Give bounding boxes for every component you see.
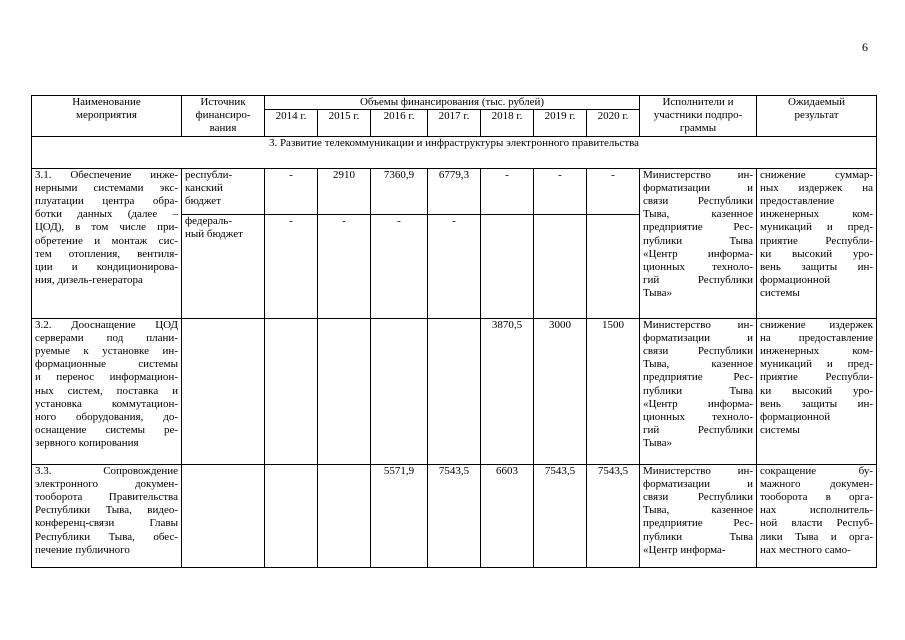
header-source-line: вания	[209, 122, 237, 135]
executors-line: публики Тыва	[643, 384, 754, 397]
funding-value: 1500	[587, 318, 640, 464]
header-source	[182, 96, 265, 137]
funding-value: 5571,9	[371, 464, 428, 567]
funding-value	[371, 318, 428, 464]
executors-line: Тыва, казенное	[643, 504, 754, 517]
funding-value: -	[587, 168, 640, 214]
expected-result-line: муникаций и пред-	[760, 221, 874, 234]
executors-line: связи Республики	[643, 345, 754, 358]
activity-name-line: тооборота Правительства	[35, 491, 178, 504]
expected-result-line: снижение издержек	[760, 318, 874, 331]
table-body	[32, 168, 877, 567]
expected-result-line: сокращение бу-	[760, 464, 874, 477]
executors-line: форматизации и	[643, 181, 754, 194]
header-year: 2016 г.	[371, 110, 428, 136]
executors-line: Тыва, казенное	[643, 208, 754, 221]
expected-result	[757, 318, 877, 464]
activity-name-line: руемые к установке ин-	[35, 345, 178, 358]
header-year: 2015 г.	[318, 110, 371, 136]
activity-name	[32, 464, 182, 567]
funding-source-line: ный бюджет	[185, 227, 243, 240]
section-title: 3. Развитие телекоммуникации и инфраструктуры электронного правительства	[32, 136, 877, 168]
funding-value: -	[265, 214, 318, 318]
table-header	[32, 96, 877, 137]
header-year: 2020 г.	[587, 110, 640, 136]
executors-line: ционных техноло-	[643, 411, 754, 424]
header-year: 2019 г.	[534, 110, 587, 136]
expected-result-line: вень защиты ин-	[760, 261, 874, 274]
activity-name-line: 3.2. Дооснащение ЦОД	[35, 318, 178, 331]
header-name	[32, 96, 182, 137]
executors-line: Тыва»	[643, 437, 673, 450]
executors-line: связи Республики	[643, 195, 754, 208]
activity-name-line: плуатации центра обра-	[35, 195, 178, 208]
header-result-line: Ожидаемый	[788, 96, 846, 108]
funding-value: 7543,5	[534, 464, 587, 567]
expected-result-line: ных издержек на	[760, 181, 874, 194]
funding-value	[481, 214, 534, 318]
funding-value: -	[371, 214, 428, 318]
expected-result-line: лики Тыва и орга-	[760, 530, 874, 543]
activity-name-line: зервного копирования	[35, 437, 139, 450]
expected-result-line: приятие Республи-	[760, 371, 874, 384]
expected-result-line: ки высокий уро-	[760, 247, 874, 260]
funding-value: 3870,5	[481, 318, 534, 464]
expected-result	[757, 168, 877, 318]
funding-value: -	[534, 168, 587, 214]
activity-name-line: ния, дизель-генератора	[35, 274, 143, 287]
expected-result-line: мажного докумен-	[760, 477, 874, 490]
funding-value	[318, 464, 371, 567]
activity-name-line: Республики Тыва, обес-	[35, 530, 178, 543]
header-executors-line: граммы	[679, 122, 717, 135]
expected-result-line: приятие Республи-	[760, 234, 874, 247]
funding-value	[318, 318, 371, 464]
funding-value	[428, 318, 481, 464]
funding-source	[182, 464, 265, 567]
header-source-line: Источник	[200, 96, 246, 108]
executors-line: гий Республики	[643, 274, 754, 287]
funding-value	[265, 464, 318, 567]
expected-result-line: нах местного само-	[760, 543, 851, 556]
expected-result-line: муникаций и пред-	[760, 358, 874, 371]
activity-name-line: ботки данных (далее –	[35, 208, 178, 221]
activity-name-line: установка коммутацион-	[35, 397, 178, 410]
funding-source-line: бюджет	[185, 195, 221, 208]
financing-table	[31, 95, 877, 568]
header-executors	[640, 96, 757, 137]
expected-result-line: системы	[760, 287, 800, 300]
activity-name-line: и перенос информацион-	[35, 371, 178, 384]
expected-result-line: вень защиты ин-	[760, 397, 874, 410]
expected-result-line: ки высокий уро-	[760, 384, 874, 397]
expected-result-line: системы	[760, 424, 800, 437]
executors	[640, 168, 757, 318]
funding-value: -	[481, 168, 534, 214]
header-executors-line: участники подпро-	[653, 109, 743, 122]
executors-line: предприятие Рес-	[643, 371, 754, 384]
funding-source-line: федераль-	[185, 214, 232, 227]
funding-source	[182, 168, 265, 214]
executors-line: ционных техноло-	[643, 261, 754, 274]
header-year: 2014 г.	[265, 110, 318, 136]
activity-name	[32, 318, 182, 464]
header-name-line: Наименование	[72, 96, 141, 108]
activity-name-line: печение публичного	[35, 543, 130, 556]
header-executors-line: Исполнители и	[662, 96, 734, 108]
executors-line: «Центр информа-	[643, 543, 726, 556]
executors-line: Министерство ин-	[643, 464, 754, 477]
header-name-line: мероприятия	[76, 109, 137, 122]
activity-name-line: серверами под плани-	[35, 331, 178, 344]
activity-name	[32, 168, 182, 318]
expected-result-line: на предоставление	[760, 331, 874, 344]
executors-line: предприятие Рес-	[643, 517, 754, 530]
activity-name-line: ных систем, поставка и	[35, 384, 178, 397]
funding-value: 6603	[481, 464, 534, 567]
funding-source	[182, 214, 265, 318]
activity-name-line: конференц-связи Главы	[35, 517, 178, 530]
activity-name-line: 3.1. Обеспечение инже-	[35, 168, 178, 181]
funding-value: 6779,3	[428, 168, 481, 214]
header-year: 2017 г.	[428, 110, 481, 136]
executors-line: Тыва»	[643, 287, 673, 300]
header-result	[757, 96, 877, 137]
expected-result-line: нах исполнитель-	[760, 504, 874, 517]
activity-name-line: нерными системами экс-	[35, 181, 178, 194]
expected-result-line: предоставление	[760, 195, 835, 208]
expected-result-line: формационной	[760, 411, 831, 424]
activity-name-line: оснащение системы ре-	[35, 424, 178, 437]
table-row	[32, 168, 877, 214]
expected-result-line: инженерных ком-	[760, 208, 874, 221]
expected-result-line: снижение суммар-	[760, 168, 874, 181]
activity-name-line: ного оборудования, до-	[35, 411, 178, 424]
executors-line: «Центр информа-	[643, 247, 754, 260]
executors-line: связи Республики	[643, 491, 754, 504]
executors-line: Тыва, казенное	[643, 358, 754, 371]
executors-line: «Центр информа-	[643, 397, 754, 410]
funding-value: -	[265, 168, 318, 214]
expected-result-line: тооборота в орга-	[760, 491, 874, 504]
funding-source	[182, 318, 265, 464]
executors-line: Министерство ин-	[643, 168, 754, 181]
executors-line: Министерство ин-	[643, 318, 754, 331]
table-row	[32, 464, 877, 567]
funding-value	[534, 214, 587, 318]
executors-line: гий Республики	[643, 424, 754, 437]
funding-value	[265, 318, 318, 464]
expected-result-line: ной власти Респуб-	[760, 517, 874, 530]
funding-value: -	[318, 214, 371, 318]
funding-value: 7543,5	[587, 464, 640, 567]
funding-source-line: канский	[185, 181, 223, 194]
executors-line: форматизации и	[643, 331, 754, 344]
header-volumes: Объемы финансирования (тыс. рублей)	[265, 96, 640, 110]
activity-name-line: ЦОД), в том числе при-	[35, 221, 178, 234]
executors-line: публики Тыва	[643, 530, 754, 543]
header-source-line: финансиро-	[195, 109, 251, 122]
expected-result-line: формационной	[760, 274, 831, 287]
activity-name-line: обретение и монтаж сис-	[35, 234, 178, 247]
activity-name-line: электронного докумен-	[35, 477, 178, 490]
funding-value: 7360,9	[371, 168, 428, 214]
header-result-line: результат	[794, 109, 839, 122]
executors-line: форматизации и	[643, 477, 754, 490]
activity-name-line: тем отопления, вентиля-	[35, 247, 178, 260]
funding-source-line: республи-	[185, 168, 233, 181]
executors	[640, 318, 757, 464]
expected-result-line: инженерных ком-	[760, 345, 874, 358]
funding-value: -	[428, 214, 481, 318]
executors-line: предприятие Рес-	[643, 221, 754, 234]
funding-value: 2910	[318, 168, 371, 214]
page-number: 6	[862, 40, 868, 54]
activity-name-line: Республики Тыва, видео-	[35, 504, 178, 517]
executors-line: публики Тыва	[643, 234, 754, 247]
funding-value: 3000	[534, 318, 587, 464]
funding-value	[587, 214, 640, 318]
funding-value: 7543,5	[428, 464, 481, 567]
executors	[640, 464, 757, 567]
header-year: 2018 г.	[481, 110, 534, 136]
activity-name-line: формационные системы	[35, 358, 178, 371]
table-row	[32, 318, 877, 464]
activity-name-line: 3.3. Сопровождение	[35, 464, 178, 477]
activity-name-line: ции и кондиционирова-	[35, 261, 178, 274]
expected-result	[757, 464, 877, 567]
